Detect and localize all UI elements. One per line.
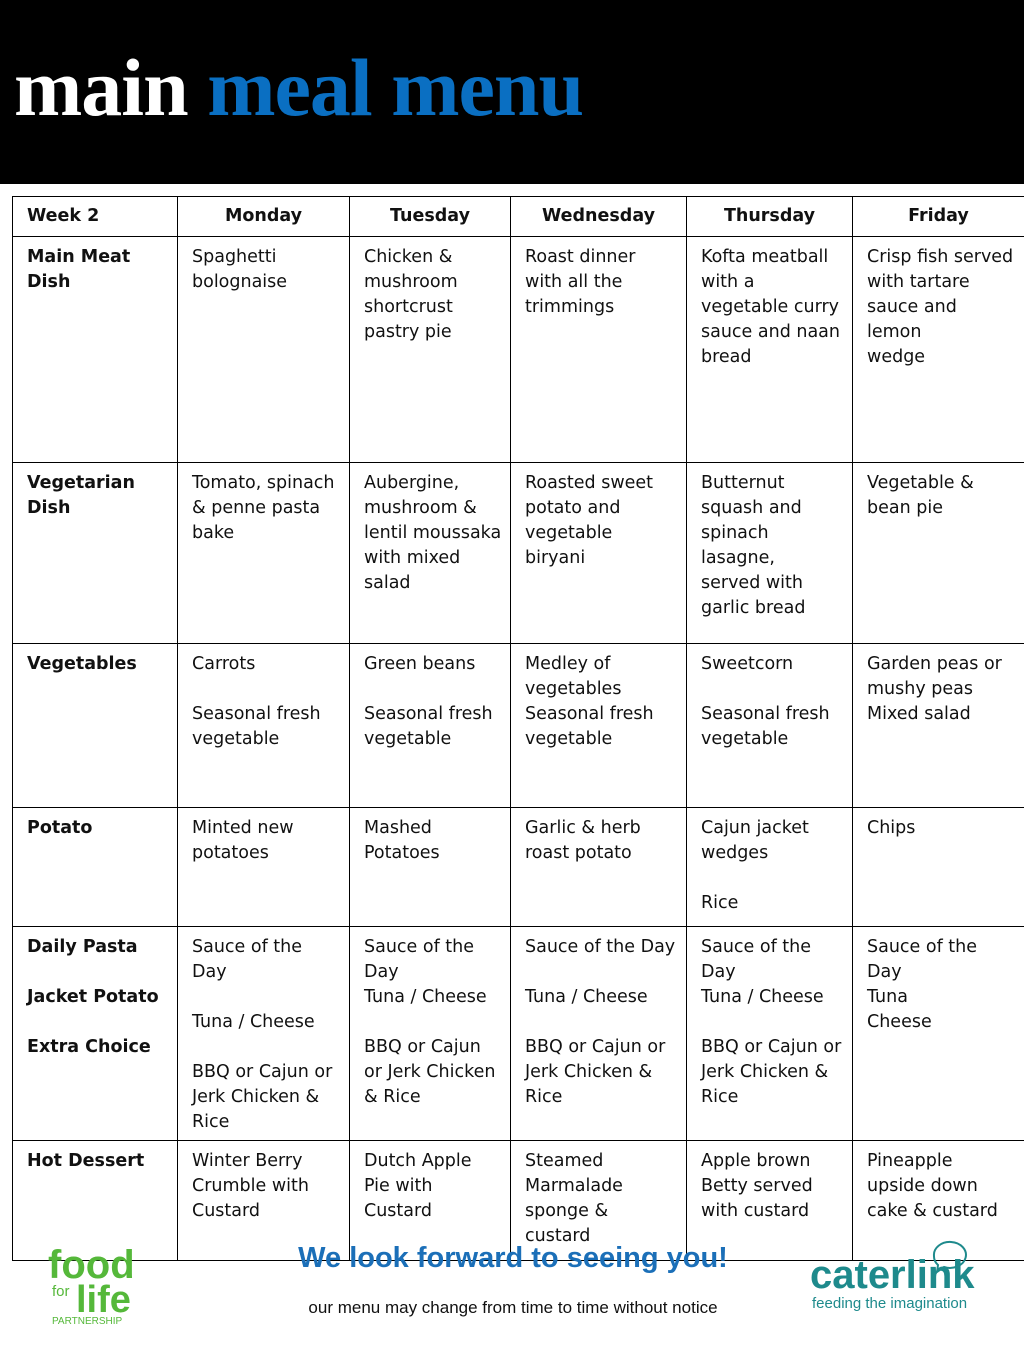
menu-item-line: spinach lasagne, [701,523,775,568]
menu-item-line: Jerk Chicken & [701,1062,829,1082]
column-header-week: Week 2 [13,197,178,237]
menu-item-line: with tartare [867,272,970,292]
menu-item-line: Dutch Apple [364,1151,472,1171]
menu-item-line: lentil moussaka [364,523,502,543]
column-header-wednesday: Wednesday [511,197,687,237]
menu-item-line: bread [701,347,752,367]
svg-text:caterlink: caterlink [810,1253,975,1297]
row-label-line: Extra Choice [27,1037,151,1057]
menu-cell-tuesday [350,237,511,463]
food-for-life-logo [46,1240,146,1330]
column-header-monday: Monday [178,197,350,237]
menu-item-line: Sauce of the [364,937,475,957]
header-banner [0,0,1024,184]
row-label-line: Hot Dessert [27,1151,145,1171]
row-label [13,927,178,1141]
menu-item-line: Tomato, spinach [192,473,335,493]
header-row [13,197,1024,237]
menu-item-line: potato and [525,498,621,518]
menu-cell-friday [853,237,1024,463]
menu-item-line [701,1010,844,1035]
menu-item-line [192,1035,341,1060]
menu-cell-monday [178,237,350,463]
menu-cell-tuesday [350,808,511,927]
menu-item-line: Rice [701,1087,739,1107]
menu-cell-monday [178,808,350,927]
menu-cell-monday [178,644,350,808]
menu-item-line: Sweetcorn [701,654,794,674]
menu-item-line: Kofta meatball [701,247,829,267]
menu-item-line: sponge & custard [525,1201,614,1246]
menu-item-line: wedges [701,843,769,863]
menu-item-line: Jerk Chicken & [192,1087,320,1107]
row-label-line: Potato [27,818,93,838]
menu-item-line: Aubergine, [364,473,460,493]
menu-item-line: Winter Berry [192,1151,303,1171]
menu-item-line: Cajun jacket [701,818,809,838]
menu-item-line: cake & custard [867,1201,998,1221]
menu-cell-wednesday [511,808,687,927]
menu-item-line: trimmings [525,297,615,317]
table-row [13,237,1024,463]
table-row [13,808,1024,927]
menu-item-line: Seasonal fresh [192,704,321,724]
column-header-tuesday: Tuesday [350,197,511,237]
menu-cell-friday [853,808,1024,927]
menu-cell-tuesday [350,927,511,1141]
menu-item-line: Betty served [701,1176,813,1196]
menu-item-line: Vegetable & [867,473,974,493]
menu-item-line [192,677,341,702]
menu-cell-wednesday [511,644,687,808]
menu-item-line: with mixed [364,548,461,568]
menu-cell-tuesday [350,463,511,644]
menu-cell-thursday [687,644,853,808]
menu-cell-tuesday [350,644,511,808]
menu-item-line: Carrots [192,654,256,674]
menu-item-line: with custard [701,1201,810,1221]
menu-item-line: Crisp fish served [867,247,1014,267]
menu-cell-wednesday [511,237,687,463]
menu-cell-friday [853,927,1024,1141]
menu-item-line: pastry pie [364,322,452,342]
svg-text:PARTNERSHIP: PARTNERSHIP [52,1316,123,1327]
menu-item-line: Cheese [867,1012,932,1032]
menu-item-line: roast potato [525,843,632,863]
menu-item-line: Day [364,962,399,982]
menu-item-line: vegetable biryani [525,523,618,568]
table-row [13,463,1024,644]
menu-item-line: Seasonal fresh [525,704,654,724]
menu-item-line: Green beans [364,654,476,674]
menu-item-line: Steamed [525,1151,604,1171]
menu-cell-wednesday [511,463,687,644]
menu-item-line: vegetable [701,729,789,749]
menu-item-line: with all the [525,272,623,292]
menu-item-line: Jerk Chicken & [525,1062,653,1082]
row-label-line [27,960,169,985]
menu-cell-monday [178,463,350,644]
menu-item-line: Sauce of the Day [525,937,676,957]
row-label-line: Daily Pasta [27,937,138,957]
menu-item-line: BBQ or Cajun [364,1037,481,1057]
menu-item-line: Tuna / Cheese [364,987,487,1007]
menu-item-line: Sauce of the Day [192,937,308,982]
menu-item-line: & penne pasta [192,498,321,518]
row-label-line: Dish [27,272,71,292]
menu-item-line: squash and [701,498,802,518]
svg-text:food: food [48,1243,135,1287]
menu-item-line: Rice [525,1087,563,1107]
menu-cell-thursday [687,808,853,927]
caterlink-logo [806,1234,996,1320]
menu-item-line: Spaghetti [192,247,277,267]
menu-item-line: Chips [867,818,916,838]
menu-item-line: Tuna [867,987,908,1007]
menu-item-line: potatoes [192,843,269,863]
menu-item-line: Potatoes [364,843,440,863]
menu-item-line: Seasonal fresh [364,704,493,724]
menu-cell-friday [853,463,1024,644]
menu-item-line: upside down [867,1176,978,1196]
menu-cell-friday [853,644,1024,808]
menu-item-line: Rice [701,893,739,913]
table-row [13,644,1024,808]
menu-item-line: Tuna / Cheese [525,987,648,1007]
menu-item-line: Custard [192,1201,261,1221]
menu-item-line: Mixed salad [867,704,971,724]
row-label [13,808,178,927]
menu-item-line [364,1010,502,1035]
menu-item-line: garlic bread [701,598,806,618]
menu-item-line: Roasted sweet [525,473,654,493]
menu-item-line: Rice [192,1112,230,1132]
menu-item-line: vegetables [525,679,622,699]
menu-item-line: vegetable [192,729,280,749]
menu-item-line: Chicken & [364,247,453,267]
menu-item-line [192,985,341,1010]
menu-item-line: Marmalade [525,1176,623,1196]
menu-item-line: with a [701,272,755,292]
menu-item-line: wedge [867,347,926,367]
row-label-line: Vegetables [27,654,137,674]
menu-item-line: bolognaise [192,272,288,292]
row-label [13,237,178,463]
menu-item-line: Medley of [525,654,611,674]
menu-item-line: Apple brown [701,1151,811,1171]
menu-item-line: vegetable curry [701,297,840,317]
menu-item-line: Sauce of the [867,937,978,957]
table-row [13,927,1024,1141]
row-label-line: Jacket Potato [27,987,159,1007]
menu-item-line: vegetable [364,729,452,749]
footer-note: our menu may change from time to time without notice [308,1298,718,1317]
menu-item-line: served with [701,573,804,593]
menu-item-line: Pie with [364,1176,433,1196]
menu-item-line [525,960,678,985]
svg-text:life: life [76,1279,131,1321]
menu-item-line [525,1010,678,1035]
menu-item-line: BBQ or Cajun or [701,1037,842,1057]
menu-cell-wednesday [511,927,687,1141]
menu-item-line [701,866,844,891]
row-label-line [27,1010,169,1035]
menu-item-line: sauce and lemon [867,297,963,342]
title-accent: meal menu [207,42,584,133]
menu-item-line: or Jerk Chicken [364,1062,496,1082]
menu-item-line: Tuna / Cheese [192,1012,315,1032]
menu-item-line: Seasonal fresh [701,704,830,724]
menu-item-line: vegetable [525,729,613,749]
footer-message: We look forward to seeing you! [298,1242,728,1274]
menu-item-line: Pineapple [867,1151,953,1171]
menu-cell-thursday [687,237,853,463]
menu-item-line [364,677,502,702]
menu-item-line: bean pie [867,498,943,518]
menu-item-line: & Rice [364,1087,421,1107]
menu-item-line: bake [192,523,235,543]
menu-item-line: Day [867,962,902,982]
menu-item-line: BBQ or Cajun or [525,1037,666,1057]
column-header-thursday: Thursday [687,197,853,237]
menu-item-line: mushroom [364,272,458,292]
menu-item-line: Mashed [364,818,432,838]
row-label [13,644,178,808]
menu-item-line: Roast dinner [525,247,636,267]
menu-table [12,196,1024,1261]
menu-item-line [701,677,844,702]
svg-text:for: for [52,1283,70,1300]
menu-item-line: Tuna / Cheese [701,987,824,1007]
svg-text:feeding the imagination: feeding the imagination [812,1295,968,1312]
row-label-line: Main Meat [27,247,131,267]
menu-cell-thursday [687,927,853,1141]
menu-cell-monday [178,927,350,1141]
page-title [14,38,583,138]
menu-item-line: Custard [364,1201,433,1221]
menu-item-line: sauce and naan [701,322,841,342]
menu-item-line: Day [701,962,736,982]
menu-item-line: Crumble with [192,1176,309,1196]
menu-cell-thursday [687,463,853,644]
column-header-friday: Friday [853,197,1024,237]
title-main: main [14,42,188,133]
menu-item-line: Sauce of the [701,937,812,957]
menu-item-line: salad [364,573,411,593]
menu-item-line: Garlic & herb [525,818,641,838]
menu-item-line: Butternut [701,473,785,493]
menu-item-line: shortcrust [364,297,453,317]
row-label-line: Vegetarian Dish [27,473,142,518]
row-label [13,463,178,644]
menu-item-line: mushroom & [364,498,477,518]
menu-item-line: Garden peas or [867,654,1002,674]
menu-item-line: mushy peas [867,679,973,699]
menu-item-line: BBQ or Cajun or [192,1062,333,1082]
menu-item-line: Minted new [192,818,294,838]
